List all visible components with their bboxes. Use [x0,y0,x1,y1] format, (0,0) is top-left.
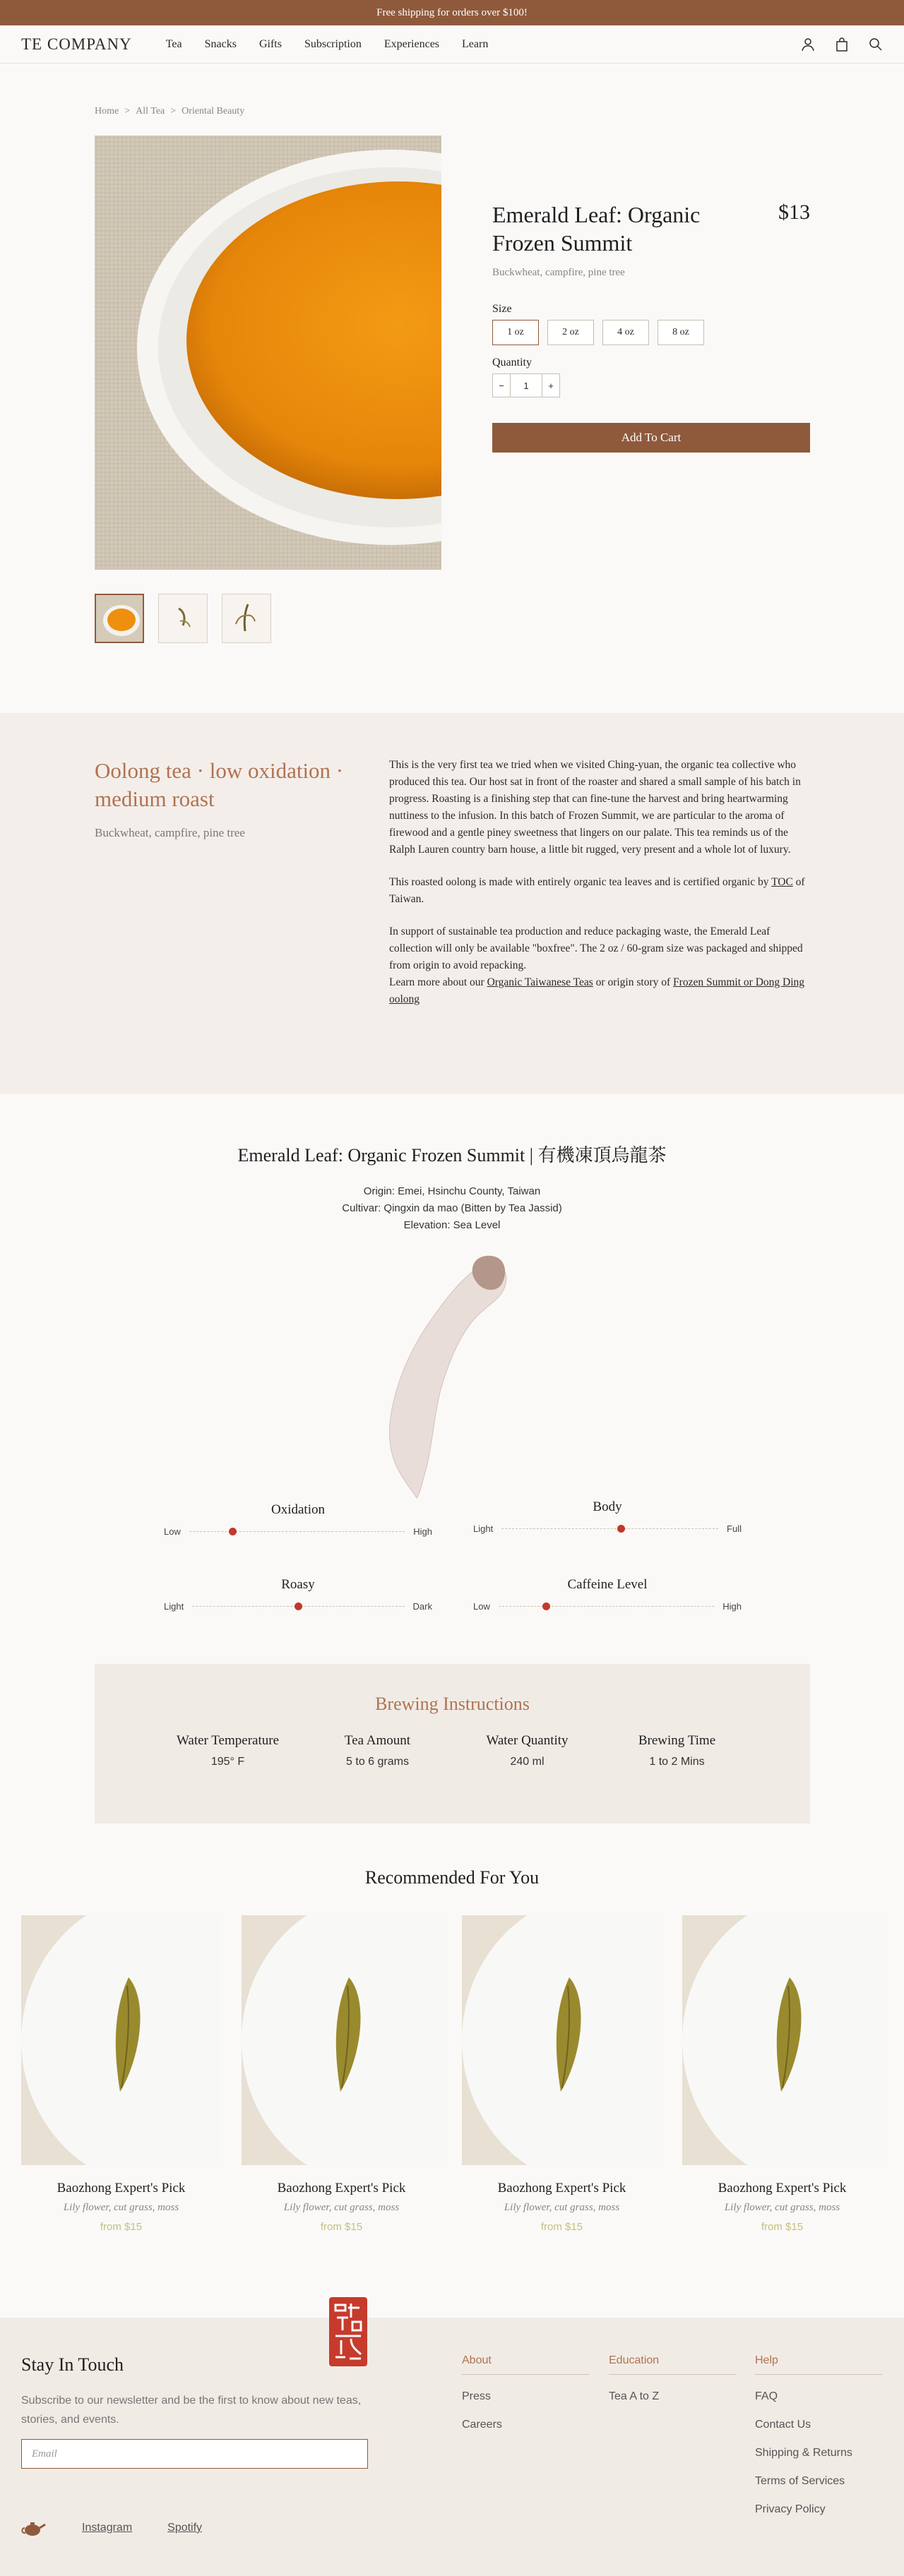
product-card-name: Baozhong Expert's Pick [277,2181,406,2195]
tea-notes: Buckwheat, campfire, pine tree [95,826,245,839]
main-nav [166,38,489,51]
product-card-notes: Lily flower, cut grass, moss [504,2202,620,2213]
caffeine-meter [473,1577,742,1612]
footer-link-tea-a-to-z[interactable]: Tea A to Z [609,2390,660,2402]
taiwan-map [381,1255,523,1499]
origin-details [0,1183,904,1234]
meter-track [189,1531,405,1533]
nav-experiences[interactable]: Experiences [383,37,440,50]
product-card-image [682,1915,882,2165]
description-paragraph: This roasted oolong is made with entirely organic tea leaves and is certified organic by TOC of Taiwan. [389,876,805,905]
nav-snacks[interactable]: Snacks [204,37,237,50]
brewing-grid [95,1733,810,1768]
product-card-image [242,1915,441,2165]
meter-high-label: Dark [412,1601,432,1612]
site-logo[interactable]: TE COMPANY [21,35,132,53]
meter-track [499,1606,714,1607]
description-section [0,713,904,1094]
nav-subscription[interactable]: Subscription [304,37,362,50]
brew-label: Brewing Time [638,1733,716,1748]
quantity-stepper [492,373,810,397]
seal-stamp-logo [328,2296,368,2367]
meter-title: Caffeine Level [567,1577,648,1592]
product-main-image [95,136,441,570]
brew-tea-amount [303,1733,453,1768]
footer-link-faq[interactable]: FAQ [755,2390,778,2402]
meter-title: Oxidation [271,1502,325,1517]
thumbnail-3[interactable] [222,594,271,643]
teapot-icon [21,2520,47,2536]
description-paragraph: In support of sustainable tea production and reduce packaging waste, the Emerald Leaf collection will only be available "boxfree". The 2 oz / 60-gram size was packaged and shipped from origin to avoid repacking. [389,925,803,971]
add-to-cart-button[interactable]: Add To Cart [492,423,810,453]
footer-link-contact[interactable]: Contact Us [755,2419,811,2431]
product-price: $13 [778,200,810,224]
size-option-4oz[interactable]: 4 oz [602,320,649,345]
newsletter-title: Stay In Touch [21,2354,124,2375]
instagram-link[interactable]: Instagram [82,2522,133,2534]
breadcrumb-separator: > [124,106,131,116]
product-card-price: from $15 [761,2221,804,2233]
footer-link-careers[interactable]: Careers [462,2419,502,2431]
product-card[interactable] [682,1915,882,2233]
body-meter [473,1499,742,1534]
brew-water-temperature [153,1733,303,1768]
brew-value: 5 to 6 grams [346,1756,409,1768]
meter-low-label: Light [164,1601,184,1612]
brew-label: Water Temperature [176,1733,279,1748]
product-card[interactable] [242,1915,441,2233]
search-icon[interactable] [869,37,883,52]
product-card-image [21,1915,221,2165]
breadcrumb-current: Oriental Beauty [182,106,245,116]
announcement-text: Free shipping for orders over $100! [376,6,528,18]
origin-title: Emerald Leaf: Organic Frozen Summit | 有機凍頂烏龍茶 [237,1145,667,1166]
newsletter-email-input[interactable]: Email [21,2439,368,2469]
meter-high-label: Full [727,1523,742,1534]
oxidation-meter [164,1502,432,1537]
product-card-image [462,1915,662,2165]
product-title: Emerald Leaf: Organic Frozen Summit [492,202,701,256]
brew-label: Water Quantity [486,1733,569,1748]
meter-dot [295,1602,302,1610]
product-card[interactable] [462,1915,662,2233]
brew-value: 240 ml [510,1756,545,1768]
brew-value: 1 to 2 Mins [649,1756,705,1768]
product-card-notes: Lily flower, cut grass, moss [724,2202,840,2213]
breadcrumb-all-tea[interactable]: All Tea [136,106,165,116]
size-options [492,320,810,345]
footer-col-heading: Education [609,2354,736,2375]
tea-type-heading: Oolong tea · low oxidation · medium roast [95,758,344,811]
description-body [389,757,809,1024]
footer-link-shipping[interactable]: Shipping & Returns [755,2447,852,2459]
product-card-name: Baozhong Expert's Pick [56,2181,186,2195]
size-option-1oz[interactable]: 1 oz [492,320,539,345]
brew-time [602,1733,752,1768]
breadcrumb [95,106,244,117]
recommended-title: Recommended For You [364,1867,540,1888]
site-header [0,25,904,64]
description-paragraph: Learn more about our Organic Taiwanese Teas or origin story of Frozen Summit or Dong Ding oolong [389,976,805,1005]
announcement-bar [0,0,904,25]
meter-track [192,1606,404,1607]
brewing-instructions [95,1664,810,1823]
thumbnail-1[interactable] [95,594,144,643]
footer-link-terms[interactable]: Terms of Services [755,2475,845,2487]
product-card[interactable] [21,1915,221,2233]
breadcrumb-home[interactable]: Home [95,106,119,116]
product-thumbnails [95,594,271,643]
product-card-price: from $15 [100,2221,143,2233]
brew-value: 195° F [210,1756,245,1768]
cultivar-line: Cultivar: Qingxin da mao (Bitten by Tea Jassid) [342,1202,562,1214]
size-label: Size [492,303,512,315]
footer-col-education [609,2354,736,2403]
breadcrumb-separator: > [170,106,177,116]
size-option-8oz[interactable]: 8 oz [658,320,704,345]
meter-low-label: Low [473,1601,490,1612]
brew-label: Tea Amount [344,1733,411,1748]
spotify-link[interactable]: Spotify [167,2522,203,2534]
footer-link-press[interactable]: Press [462,2390,491,2402]
brewing-title: Brewing Instructions [375,1694,530,1714]
footer-link-privacy[interactable]: Privacy Policy [755,2503,826,2515]
social-links [21,2520,202,2536]
nav-tea[interactable]: Tea [165,37,182,50]
elevation-line: Elevation: Sea Level [403,1219,501,1231]
product-card-name: Baozhong Expert's Pick [497,2181,626,2195]
nav-gifts[interactable]: Gifts [258,37,282,50]
product-info [492,200,810,453]
footer-col-heading: About [462,2354,589,2375]
newsletter-text: Subscribe to our newsletter and be the first to know about new teas, stories, and events. [21,2395,362,2426]
thumbnail-2[interactable] [158,594,208,643]
product-card-notes: Lily flower, cut grass, moss [63,2202,179,2213]
brew-water-quantity [453,1733,602,1768]
meter-title: Roasy [281,1577,315,1592]
site-footer [0,2318,904,2576]
account-icon[interactable] [801,37,815,52]
description-paragraph: This is the very first tea we tried when we visited Ching-yuan, the organic tea collective who produced this tea. Our host sat in front of the roaster and shared a small sample of his batch in progress. Roasting is a finishing step that can fine-tune the harvest and bring heartwarming nuttiness to the infusion. In this batch of Frozen Summit, we are particular to the aroma of firewood and a gentle piney sweetness that lingers on our palate. This tea reminds us of the Ralph Lauren country barn house, a little bit rugged, very present and a whole lot of luxury. [389,759,801,856]
product-card-price: from $15 [540,2221,583,2233]
product-notes: Buckwheat, campfire, pine tree [492,267,625,278]
organic-teas-link[interactable]: Organic Taiwanese Teas [487,976,593,988]
meter-dot [229,1528,237,1535]
origin-line: Origin: Emei, Hsinchu County, Taiwan [363,1185,541,1197]
product-card-price: from $15 [320,2221,363,2233]
meter-title: Body [593,1499,622,1514]
footer-col-heading: Help [755,2354,882,2375]
footer-col-about [462,2354,589,2431]
nav-learn[interactable]: Learn [462,37,489,50]
meter-dot [542,1602,550,1610]
product-card-name: Baozhong Expert's Pick [718,2181,847,2195]
origin-story-link[interactable]: Frozen Summit or Dong Ding oolong [389,976,805,1005]
meter-high-label: High [413,1526,432,1537]
footer-col-help [755,2354,882,2516]
quantity-label: Quantity [492,357,532,369]
toc-link[interactable]: TOC [771,876,793,888]
quantity-input[interactable]: 1 [511,373,542,397]
quantity-increase-button[interactable]: + [542,373,560,397]
meter-low-label: Low [164,1526,181,1537]
roast-meter [164,1577,432,1612]
meter-track [501,1528,718,1530]
cart-icon[interactable] [835,37,849,52]
quantity-decrease-button[interactable]: − [492,373,511,397]
product-card-notes: Lily flower, cut grass, moss [283,2202,400,2213]
meter-high-label: High [722,1601,742,1612]
header-icons [801,37,883,52]
recommended-grid [21,1915,882,2233]
meter-low-label: Light [473,1523,494,1534]
meter-dot [617,1525,625,1533]
size-option-2oz[interactable]: 2 oz [547,320,594,345]
